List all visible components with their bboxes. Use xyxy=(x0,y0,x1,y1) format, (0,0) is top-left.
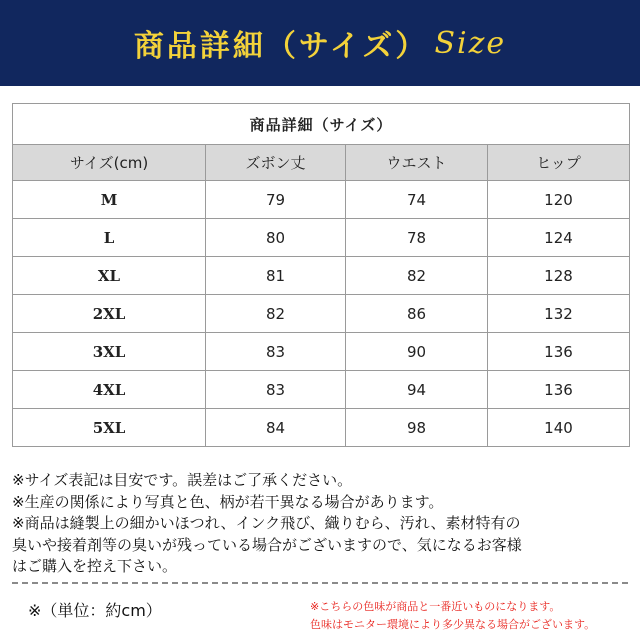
color-note xyxy=(310,598,635,634)
header-waist: ウエスト xyxy=(346,145,488,181)
waist-cell: 86 xyxy=(346,295,488,333)
table-row xyxy=(13,371,630,409)
hip-cell: 124 xyxy=(488,219,630,257)
size-cell: 5XL xyxy=(13,409,206,447)
hip-cell: 132 xyxy=(488,295,630,333)
title-banner xyxy=(0,0,640,86)
size-cell: 2XL xyxy=(13,295,206,333)
size-cell: L xyxy=(13,219,206,257)
pants-length-cell: 80 xyxy=(206,219,346,257)
note-line: 臭いや接着剤等の臭いが残っている場合がございますので、気になるお客様 xyxy=(12,535,522,554)
waist-cell: 74 xyxy=(346,181,488,219)
pants-length-cell: 83 xyxy=(206,371,346,409)
size-cell: M xyxy=(13,181,206,219)
hip-cell: 120 xyxy=(488,181,630,219)
waist-cell: 82 xyxy=(346,257,488,295)
waist-cell: 78 xyxy=(346,219,488,257)
header-hip: ヒップ xyxy=(488,145,630,181)
table-row xyxy=(13,295,630,333)
pants-length-cell: 81 xyxy=(206,257,346,295)
dashed-divider xyxy=(12,582,628,584)
pants-length-cell: 84 xyxy=(206,409,346,447)
banner-script-size: Size xyxy=(434,25,507,61)
size-table xyxy=(12,103,630,447)
note-line: ※商品は縫製上の細かいほつれ、インク飛び、織りむら、汚れ、素材特有の xyxy=(12,514,521,532)
size-cell: 3XL xyxy=(13,333,206,371)
pants-length-cell: 79 xyxy=(206,181,346,219)
waist-cell: 98 xyxy=(346,409,488,447)
unit-note: ※（単位：約cm） xyxy=(28,601,162,620)
table-row xyxy=(13,219,630,257)
waist-cell: 94 xyxy=(346,371,488,409)
hip-cell: 140 xyxy=(488,409,630,447)
table-row xyxy=(13,181,630,219)
color-note-line: ※こちらの色味が商品と一番近いものになります。 xyxy=(310,600,561,613)
table-caption: 商品詳細（サイズ） xyxy=(13,104,630,145)
note-line: ※生産の関係により写真と色、柄が若干異なる場合があります。 xyxy=(12,492,444,511)
pants-length-cell: 82 xyxy=(206,295,346,333)
table-row xyxy=(13,409,630,447)
size-cell: 4XL xyxy=(13,371,206,409)
banner-title: 商品詳細（サイズ） xyxy=(133,29,429,64)
color-note-line: 色味はモニター環境により多少異なる場合がございます。 xyxy=(310,618,596,631)
notes-block xyxy=(12,470,632,578)
pants-length-cell: 83 xyxy=(206,333,346,371)
note-line: はご購入を控え下さい。 xyxy=(12,557,178,575)
hip-cell: 136 xyxy=(488,333,630,371)
header-size: サイズ(cm) xyxy=(13,145,206,181)
table-row xyxy=(13,257,630,295)
hip-cell: 128 xyxy=(488,257,630,295)
waist-cell: 90 xyxy=(346,333,488,371)
size-cell: XL xyxy=(13,257,206,295)
table-row xyxy=(13,333,630,371)
note-line: ※サイズ表記は目安です。誤差はご了承ください。 xyxy=(12,471,353,489)
header-pants-length: ズボン丈 xyxy=(206,145,346,181)
table-header-row xyxy=(13,145,630,181)
hip-cell: 136 xyxy=(488,371,630,409)
